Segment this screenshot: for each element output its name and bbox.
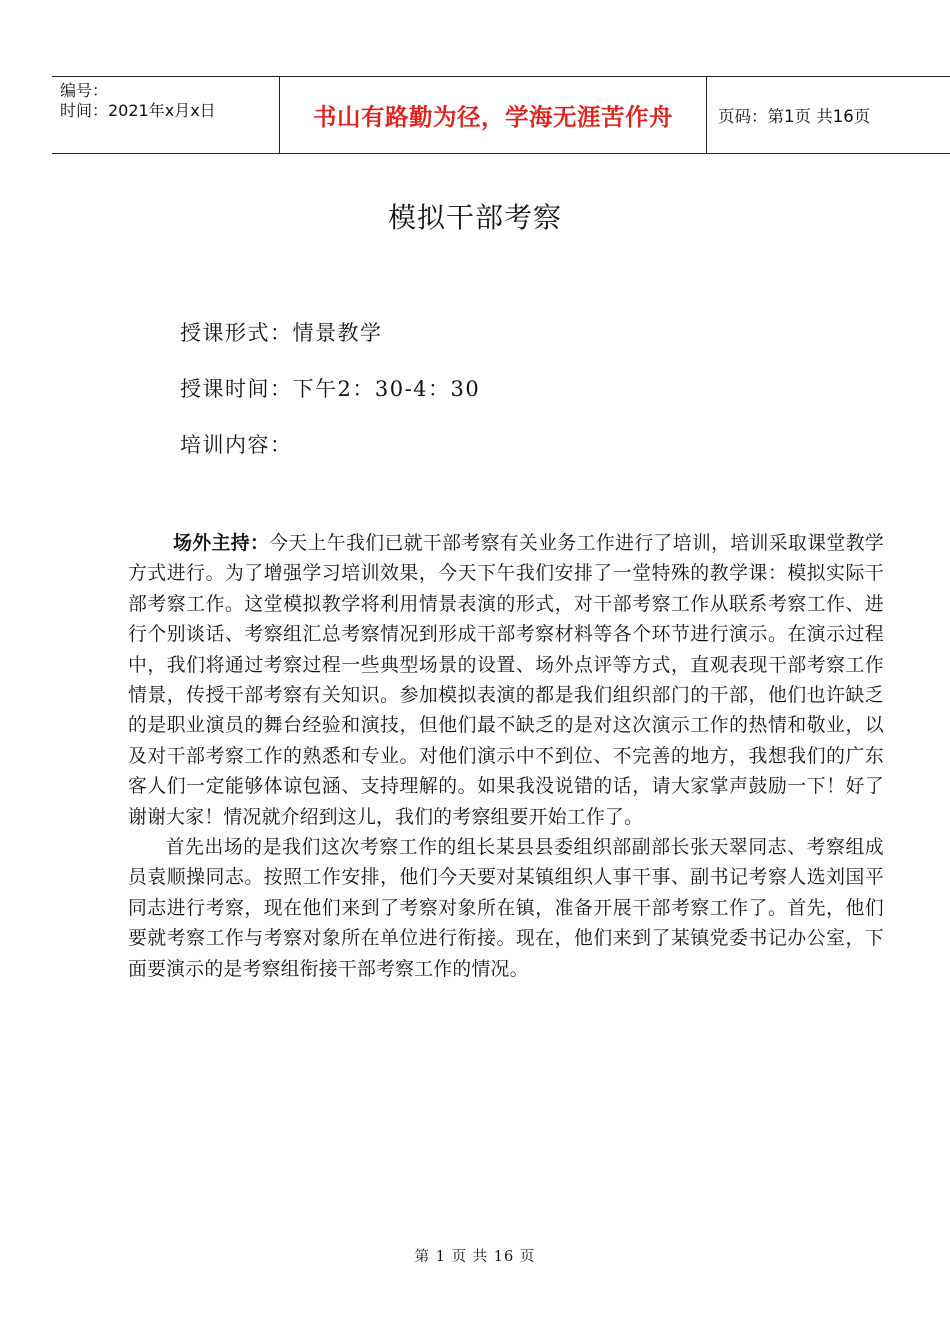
header-motto: 书山有路勤为径，学海无涯苦作舟: [313, 103, 673, 131]
page-header: [52, 76, 950, 154]
page-footer: 第 1 页 共 16 页: [414, 1249, 536, 1265]
speaker-label: 场外主持：: [173, 532, 270, 554]
body-paragraph-1: [128, 528, 884, 833]
document-body: [128, 528, 884, 985]
document-date: 时间：2021年x月x日: [60, 101, 216, 120]
body-paragraph-2: 首先出场的是我们这次考察工作的组长某县县委组织部副部长张天翠同志、考察组成员袁顺操同志。按照工作安排，他们今天要对某镇组织人事干事、副书记考察人选刘国平同志进行考察，现在他们来到了考察对象所在镇，准备开展干部考察工作了。首先，他们要就考察工作与考察对象所在单位进行衔接。现在，他们来到了某镇党委书记办公室，下面要演示的是考察组衔接干部考察工作的情况。: [128, 837, 884, 980]
course-content-label: 培训内容：: [180, 433, 293, 457]
header-page-info: 页码：第1页 共16页: [718, 107, 871, 126]
course-time: 授课时间：下午2：30-4：30: [180, 377, 481, 401]
document-title: 模拟干部考察: [387, 201, 562, 234]
document-number-label: 编号：: [60, 81, 109, 100]
paragraph-1-text: 今天上午我们已就干部考察有关业务工作进行了培训，培训采取课堂教学方式进行。为了增强学习培训效果，今天下午我们安排了一堂特殊的教学课：模拟实际干部考察工作。这堂模拟教学将利用情景表演的形式，对干部考察工作从联系考察工作、进行个别谈话、考察组汇总考察情况到形成干部考察材料等各个环节进行演示。在演示过程中，我们将通过考察过程一些典型场景的设置、场外点评等方式，直观表现干部考察工作情景，传授干部考察有关知识。参加模拟表演的都是我们组织部门的干部，他们也许缺乏的是职业演员的舞台经验和演技，但他们最不缺乏的是对这次演示工作的热情和敬业，以及对干部考察工作的熟悉和专业。对他们演示中不到位、不完善的地方，我想我们的广东客人们一定能够体谅包涵、支持理解的。如果我没说错的话，请大家掌声鼓励一下！好了谢谢大家！情况就介绍到这儿，我们的考察组要开始工作了。: [128, 533, 884, 828]
header-motto-cell: [280, 77, 707, 153]
header-meta: [52, 77, 280, 153]
course-form: 授课形式：情景教学: [180, 321, 383, 345]
